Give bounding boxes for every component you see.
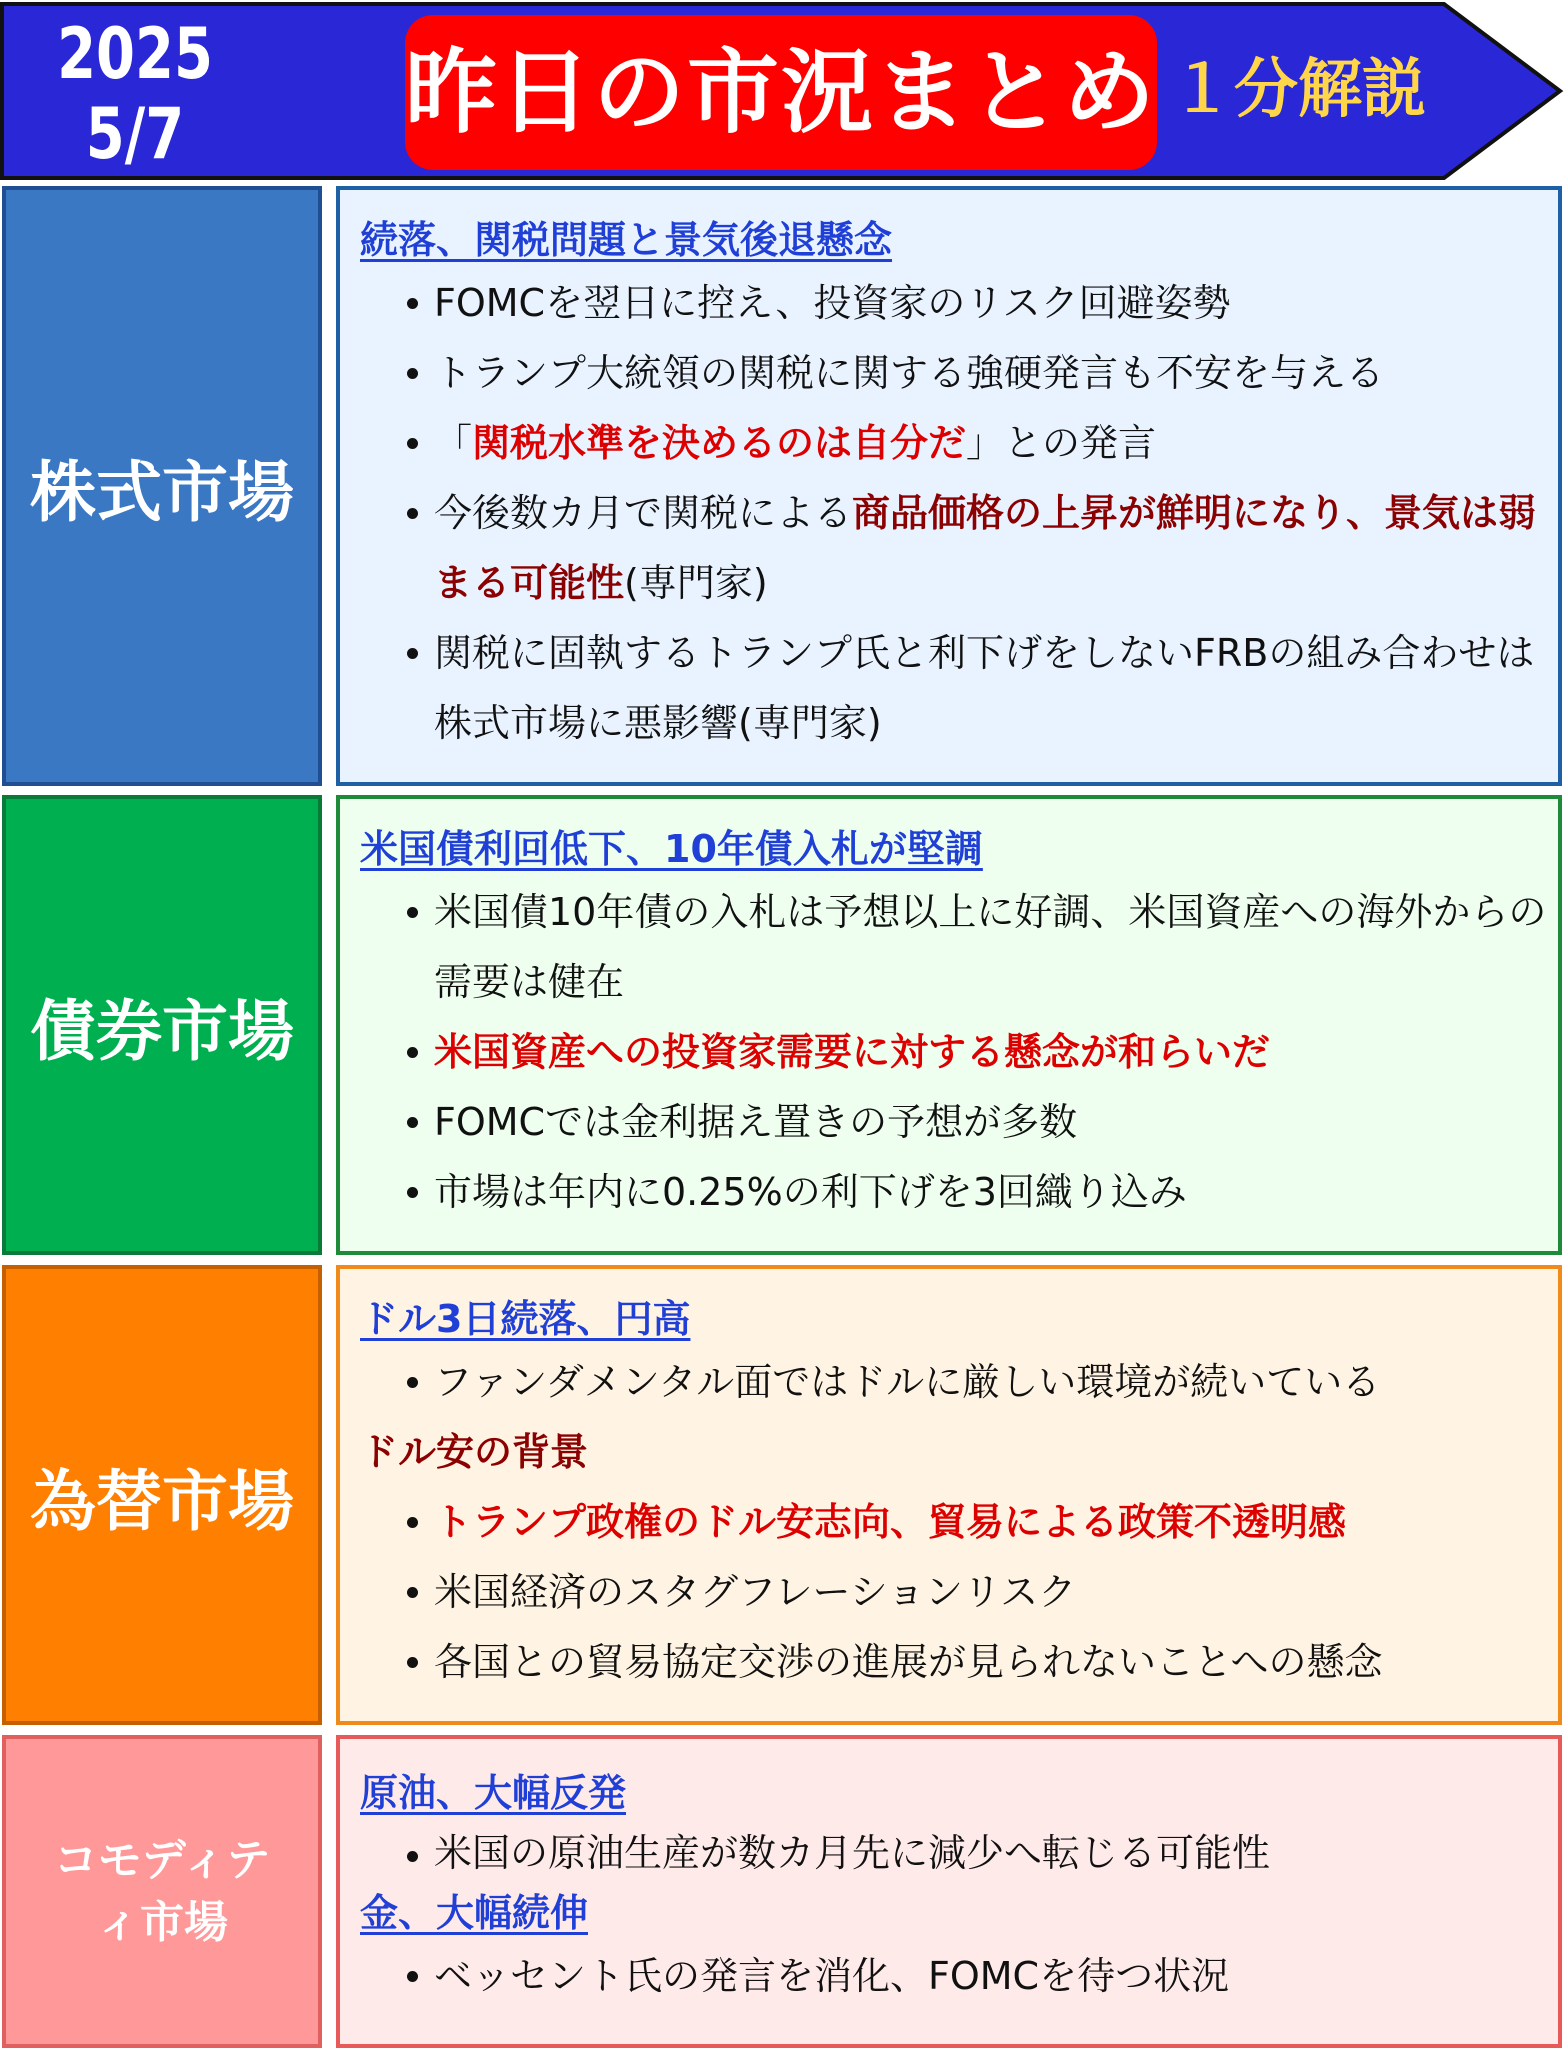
- list-item: 米国の原油生産が数カ月先に減少へ転じる可能性: [360, 1821, 1548, 1885]
- list-item: 米国債10年債の入札は予想以上に好調、米国資産への海外からの需要は健在: [360, 877, 1548, 1017]
- subheading-dollar-weakness: ドル安の背景: [360, 1430, 589, 1474]
- bullet-list-gold: [360, 1941, 1548, 2011]
- section-commodity-market: [0, 1735, 1564, 2048]
- section-label-stock: 株式市場: [2, 186, 322, 786]
- section-stock-market: [0, 186, 1564, 786]
- commodity-label-line1: コモディテ: [53, 1834, 271, 1886]
- list-item: 市場は年内に0.25%の利下げを3回織り込み: [360, 1157, 1548, 1227]
- bullet-list-crude-oil: [360, 1821, 1548, 1885]
- bullet-list-fx-background: [360, 1487, 1548, 1697]
- section-content-commodity: [336, 1735, 1562, 2048]
- page-title: 昨日の市況まとめ: [405, 15, 1157, 170]
- commodity-label-line2: ィ市場: [96, 1896, 228, 1948]
- heading-stock: 続落、関税問題と景気後退懸念: [360, 218, 893, 262]
- date-label: [51, 14, 219, 174]
- emphasis-text: トランプ政権のドル安志向、貿易による政策不透明感: [434, 1500, 1347, 1544]
- list-item: ベッセント氏の発言を消化、FOMCを待つ状況: [360, 1941, 1548, 2011]
- page-subtitle: １分解説: [1170, 53, 1426, 127]
- section-content-fx: [336, 1265, 1562, 1725]
- list-item: [360, 1487, 1548, 1557]
- bullet-list-fx: [360, 1347, 1548, 1417]
- emphasis-text: 商品価格の上昇が鮮明になり、景気は弱まる可能性: [434, 491, 1537, 605]
- list-item: 米国経済のスタグフレーションリスク: [360, 1557, 1548, 1627]
- header-banner: [0, 0, 1564, 180]
- section-bond-market: [0, 795, 1564, 1255]
- section-content-bond: [336, 795, 1562, 1255]
- bullet-list-bond: [360, 877, 1548, 1227]
- heading-gold: 金、大幅続伸: [360, 1891, 589, 1935]
- list-item: トランプ大統領の関税に関する強硬発言も不安を与える: [360, 338, 1548, 408]
- list-item: ファンダメンタル面ではドルに厳しい環境が続いている: [360, 1347, 1548, 1417]
- list-item: 各国との貿易協定交渉の進展が見られないことへの懸念: [360, 1627, 1548, 1697]
- date-year: 2025: [57, 13, 213, 95]
- emphasis-text: 米国資産への投資家需要に対する懸念が和らいだ: [434, 1030, 1271, 1074]
- date-day: 5/7: [85, 93, 185, 175]
- section-label-commodity: [2, 1735, 322, 2048]
- heading-bond: 米国債利回低下、10年債入札が堅調: [360, 827, 983, 871]
- list-item: 今後数カ月で関税による商品価格の上昇が鮮明になり、景気は弱まる可能性(専門家): [360, 478, 1548, 618]
- section-label-bond: 債券市場: [2, 795, 322, 1255]
- list-item: FOMCを翌日に控え、投資家のリスク回避姿勢: [360, 268, 1548, 338]
- list-item: 「関税水準を決めるのは自分だ」との発言: [360, 408, 1548, 478]
- list-item: FOMCでは金利据え置きの予想が多数: [360, 1087, 1548, 1157]
- heading-fx: ドル3日続落、円高: [360, 1297, 691, 1341]
- section-fx-market: [0, 1265, 1564, 1725]
- section-label-fx: 為替市場: [2, 1265, 322, 1725]
- heading-crude-oil: 原油、大幅反発: [360, 1771, 627, 1815]
- emphasis-text: 関税水準を決めるのは自分だ: [472, 421, 967, 465]
- section-content-stock: [336, 186, 1562, 786]
- list-item: [360, 1017, 1548, 1087]
- list-item: 関税に固執するトランプ氏と利下げをしないFRBの組み合わせは株式市場に悪影響(専門家): [360, 618, 1548, 758]
- bullet-list-stock: [360, 268, 1548, 758]
